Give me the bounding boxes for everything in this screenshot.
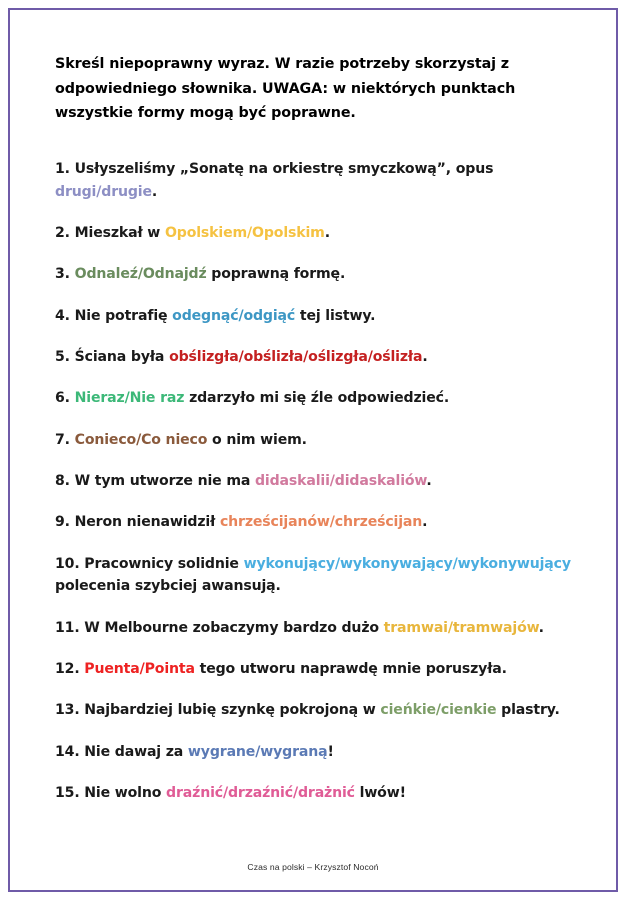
exercise-number: 10. <box>55 555 80 572</box>
answer-choice[interactable]: didaskaliów <box>334 472 427 489</box>
exercise-lead-text: Najbardziej lubię szynkę pokrojoną w <box>79 702 381 719</box>
exercise-number: 11. <box>55 619 80 636</box>
choice-separator: / <box>303 348 309 365</box>
answer-choice[interactable]: odegnąć <box>172 307 239 324</box>
answer-choice[interactable]: Odnaleź <box>74 266 138 283</box>
choice-separator: / <box>329 472 335 489</box>
exercise-lead-text: Pracownicy solidnie <box>79 555 244 572</box>
answer-choice[interactable]: Puenta <box>84 661 140 677</box>
choice-separator: / <box>334 555 340 572</box>
exercise-item <box>55 782 575 805</box>
answer-choice[interactable]: wykonywujący <box>457 555 571 572</box>
choice-separator: / <box>255 743 261 760</box>
choice-separator: / <box>96 183 102 200</box>
choice-separator: / <box>435 702 441 719</box>
choice-separator: / <box>329 514 335 531</box>
exercise-number: 8. <box>55 472 70 489</box>
answer-choice[interactable]: Nie raz <box>129 390 185 407</box>
exercise-tail-text: . <box>422 514 428 531</box>
answer-choice[interactable]: oślizgła <box>308 348 368 365</box>
answer-choice[interactable]: Nieraz <box>74 390 125 407</box>
choice-separator: / <box>136 431 142 448</box>
exercise-tail-text: . <box>538 619 544 636</box>
answer-choice[interactable]: Co nieco <box>141 431 208 448</box>
answer-choice[interactable]: Opolskim <box>252 224 325 241</box>
exercise-number: 9. <box>55 514 70 531</box>
exercise-item <box>55 429 575 452</box>
exercise-lead-text: Nie potrafię <box>69 307 173 324</box>
answer-choice[interactable]: drugi <box>55 183 97 200</box>
answer-choice[interactable]: drugie <box>101 183 152 200</box>
answer-choice[interactable]: obślizgła <box>169 348 239 365</box>
answer-choice[interactable]: tramwajów <box>452 619 539 636</box>
answer-choice[interactable]: Opolskiem <box>164 224 248 241</box>
choice-separator: / <box>139 661 145 677</box>
answer-choice[interactable]: draźnić <box>166 784 223 801</box>
exercise-item <box>55 305 575 328</box>
choice-separator: / <box>222 784 228 801</box>
choice-separator: / <box>238 348 244 365</box>
exercise-item <box>55 658 575 681</box>
answer-choice[interactable]: Pointa <box>144 661 195 677</box>
answer-choice[interactable]: drażnić <box>297 784 355 801</box>
exercise-lead-text: Nie dawaj za <box>79 743 188 760</box>
answer-choice[interactable]: chrześcijanów <box>219 514 330 531</box>
exercise-item <box>55 699 575 722</box>
answer-choice[interactable]: tramwai <box>383 619 448 636</box>
answer-choice[interactable]: drzaźnić <box>227 784 293 801</box>
answer-choice[interactable]: Odnajdź <box>142 266 207 283</box>
exercise-number: 4. <box>55 307 70 324</box>
exercise-lead-text: W Melbourne zobaczymy bardzo dużo <box>79 619 384 636</box>
choice-separator: / <box>137 266 143 283</box>
exercise-tail-text: o nim wiem. <box>207 431 307 448</box>
exercise-item <box>55 553 575 599</box>
exercise-number: 6. <box>55 390 70 407</box>
answer-choice[interactable]: obślizła <box>243 348 304 365</box>
exercise-number: 15. <box>55 784 80 801</box>
exercise-lead-text: Ściana była <box>69 348 170 365</box>
exercise-lead-text: Neron nienawidził <box>69 514 220 531</box>
exercise-item <box>55 222 575 245</box>
exercise-lead-text: Mieszkał w <box>69 224 165 241</box>
footer-attribution: Czas na polski – Krzysztof Nocoń <box>247 862 379 872</box>
answer-choice[interactable]: chrześcijan <box>334 514 423 531</box>
choice-separator: / <box>238 307 244 324</box>
exercise-lead-text: W tym utworze nie ma <box>69 472 255 489</box>
choice-separator: / <box>367 348 373 365</box>
exercise-tail-text: tej listwy. <box>295 307 376 324</box>
choice-separator: / <box>292 784 298 801</box>
choice-separator: / <box>124 390 130 407</box>
choice-separator: / <box>247 224 253 241</box>
exercise-item <box>55 263 575 286</box>
exercise-number: 5. <box>55 348 70 365</box>
exercise-item <box>55 511 575 534</box>
exercise-number: 7. <box>55 431 70 448</box>
exercise-lead-text: Nie wolno <box>79 784 167 801</box>
exercise-tail-text: polecenia szybciej awansują. <box>55 578 281 595</box>
exercise-tail-text: lwów! <box>354 784 406 801</box>
exercise-number: 12. <box>55 661 80 677</box>
instructions-text: Skreśl niepoprawny wyraz. W razie potrzeby skorzystaj z odpowiedniego słownika. UWAGA: w niektórych punktach wszystkie formy mogą być poprawne. <box>55 56 516 122</box>
exercise-item <box>55 346 575 369</box>
answer-choice[interactable]: wykonujący <box>243 555 335 572</box>
answer-choice[interactable]: cieńkie <box>380 702 436 719</box>
exercise-tail-text: . <box>324 224 330 241</box>
exercise-number: 3. <box>55 266 70 283</box>
answer-choice[interactable]: wygrane <box>187 743 256 760</box>
answer-choice[interactable]: Conieco <box>74 431 137 448</box>
exercise-tail-text: ! <box>327 743 334 760</box>
exercise-tail-text: zdarzyło mi się źle odpowiedzieć. <box>184 390 450 407</box>
exercise-lead-text: Usłyszeliśmy „Sonatę na orkiestrę smyczkową”, opus <box>69 160 494 177</box>
exercise-number: 1. <box>55 160 70 177</box>
exercise-list <box>55 158 577 805</box>
exercise-tail-text: . <box>151 183 158 200</box>
choice-separator: / <box>452 555 458 572</box>
exercise-number: 2. <box>55 224 70 241</box>
exercise-tail-text: tego utworu naprawdę mnie poruszyła. <box>194 661 507 677</box>
exercise-item <box>55 158 575 204</box>
exercise-number: 13. <box>55 702 80 719</box>
choice-separator: / <box>447 619 453 636</box>
exercise-tail-text: . <box>422 348 428 365</box>
exercise-item <box>55 470 575 493</box>
worksheet-content <box>55 52 577 805</box>
exercise-number: 14. <box>55 743 80 760</box>
exercise-tail-text: poprawną formę. <box>206 266 346 283</box>
exercise-item <box>55 387 575 410</box>
answer-choice[interactable]: oślizła <box>372 348 423 365</box>
answer-choice[interactable]: wykonywający <box>339 555 453 572</box>
answer-choice[interactable]: odgiąć <box>243 307 296 324</box>
answer-choice[interactable]: wygraną <box>260 743 328 760</box>
exercise-item <box>55 617 575 640</box>
answer-choice[interactable]: didaskalii <box>254 472 330 489</box>
exercise-tail-text: . <box>426 472 432 489</box>
answer-choice[interactable]: cienkie <box>440 702 497 719</box>
exercise-item <box>55 741 575 764</box>
exercise-tail-text: plastry. <box>496 702 560 719</box>
